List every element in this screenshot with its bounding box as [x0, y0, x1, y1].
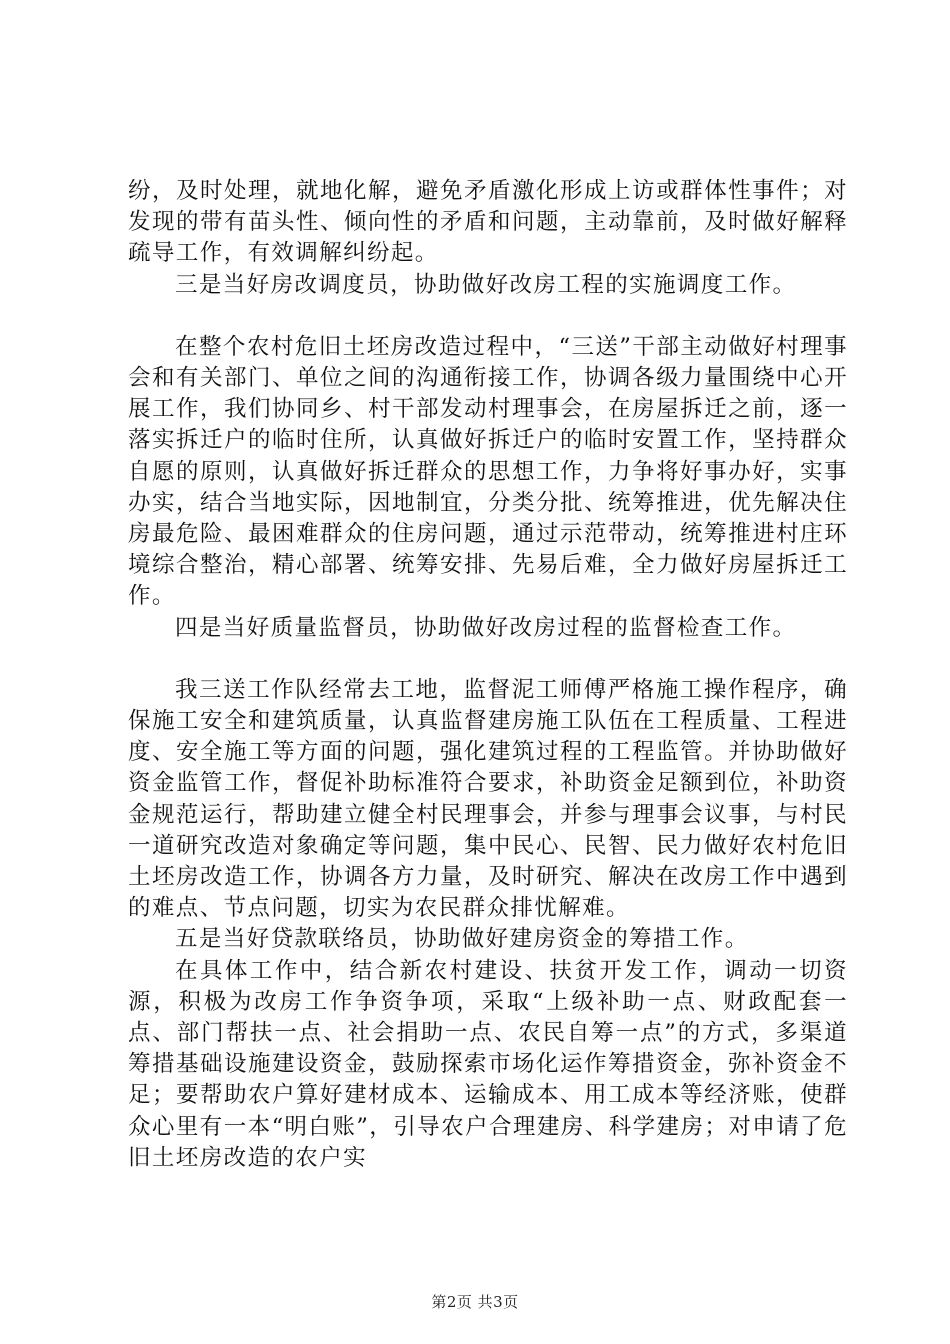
page-number-footer: 第2页 共3页	[431, 1293, 519, 1311]
paragraph-relocation: 在整个农村危旧土坯房改造过程中，“三送”干部主动做好村理事会和有关部门、单位之间的沟通衔接工作，协调各级力量围绕中心开展工作，我们协同乡、村干部发动村理事会，在房屋拆迁之前，逐一落实拆迁户的临时住所，认真做好拆迁户的临时安置工作，坚持群众自愿的原则，认真做好拆迁群众的思想工作，力争将好事办好，实事办实，结合当地实际，因地制宜，分类分批、统筹推进，优先解决住房最危险、最困难群众的住房问题，通过示范带动，统筹推进村庄环境综合整治，精心部署、统筹安排、先易后难，全力做好房屋拆迁工作。	[128, 333, 848, 610]
section-heading-three: 三是当好房改调度员，协助做好改房工程的实施调度工作。	[175, 271, 797, 298]
document-body	[128, 176, 848, 1174]
paragraph-supervision: 我三送工作队经常去工地，监督泥工师傅严格施工操作程序，确保施工安全和建筑质量，认真监督建房施工队伍在工程质量、工程进度、安全施工等方面的问题，强化建筑过程的工程监管。并协助做好资金监管工作，督促补助标准符合要求，补助资金足额到位，补助资金规范运行，帮助建立健全村民理事会，并参与理事会议事，与村民一道研究改造对象确定等问题，集中民心、民智、民力做好农村危旧土坯房改造工作，协调各方力量，及时研究、解决在改房工作中遇到的难点、节点问题，切实为农民群众排忧解难。	[128, 676, 848, 922]
section-heading-four: 四是当好质量监督员，协助做好改房过程的监督检查工作。	[175, 614, 797, 641]
paragraph-continuation: 纷，及时处理，就地化解，避免矛盾激化形成上访或群体性事件；对发现的带有苗头性、倾向性的矛盾和问题，主动靠前，及时做好解释疏导工作，有效调解纠纷起。	[128, 178, 848, 267]
paragraph-funding: 在具体工作中，结合新农村建设、扶贫开发工作，调动一切资源，积极为改房工作争资争项，采取“上级补助一点、财政配套一点、部门帮扶一点、社会捐助一点、农民自筹一点”的方式，多渠道筹措基础设施建设资金，鼓励探索市场化运作筹措资金，弥补资金不足；要帮助农户算好建材成本、运输成本、用工成本等经济账，使群众心里有一本“明白账”，引导农户合理建房、科学建房；对申请了危旧土坯房改造的农户实	[128, 957, 848, 1171]
section-heading-five: 五是当好贷款联络员，协助做好建房资金的筹措工作。	[175, 926, 749, 953]
